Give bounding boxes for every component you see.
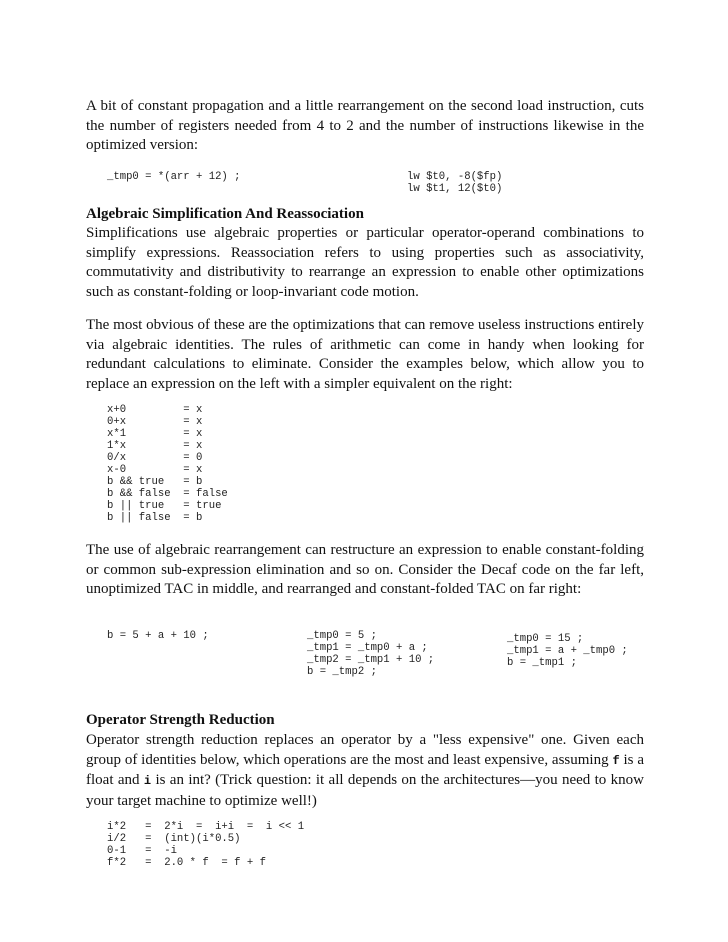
tac-line: b = _tmp2 ;: [307, 666, 377, 678]
paragraph-simplifications: Simplifications use algebraic properties or particular operator-operand combinations to simplify expressions. Reassociation refers to using properties such as associativity, commutativity and distributivity to rearrange an expression to enable other optimizations such as constant-folding or loop-invariant code motion.: [86, 225, 644, 300]
identity-line: 1*x = x: [107, 440, 203, 452]
paragraph-text-part: is an int? (Trick question: it all depends on the architectures—you need to know your target machine to optimize well!): [86, 772, 644, 809]
code-lw-line-2: lw $t1, 12($t0): [407, 183, 503, 195]
strength-line: 0-1 = -i: [107, 845, 177, 857]
identity-line: b || true = true: [107, 500, 222, 512]
inline-code-f: f: [612, 753, 620, 768]
paragraph-obvious-optimizations: The most obvious of these are the optimizations that can remove useless instructions entirely via algebraic identities. The rules of arithmetic can come in handy when looking for redundant calculations to eliminate. Consider the examples below, which allow you to replace an expression on the left with a simpler equivalent on the right:: [86, 317, 644, 392]
identity-line: x-0 = x: [107, 464, 203, 476]
tac-line: _tmp1 = _tmp0 + a ;: [307, 642, 428, 654]
heading-algebraic-simplification: Algebraic Simplification And Reassociation: [86, 206, 364, 222]
strength-line: f*2 = 2.0 * f = f + f: [107, 857, 266, 869]
identity-line: 0+x = x: [107, 416, 203, 428]
identity-line: b || false = b: [107, 512, 203, 524]
paragraph-text-part: is a float and: [86, 751, 644, 789]
identity-line: b && true = b: [107, 476, 203, 488]
inline-code-i: i: [143, 774, 152, 789]
identity-line: x*1 = x: [107, 428, 203, 440]
paragraph-constant-propagation: A bit of constant propagation and a little rearrangement on the second load instruction, cuts the number of registers needed from 4 to 2 and the number of instructions likewise in the optimized version:: [86, 98, 644, 154]
strength-line: i*2 = 2*i = i+i = i << 1: [107, 821, 305, 833]
tac-line: b = _tmp1 ;: [507, 657, 577, 669]
identity-line: x+0 = x: [107, 404, 203, 416]
tac-line: _tmp0 = 5 ;: [307, 630, 377, 642]
tac-line: _tmp2 = _tmp1 + 10 ;: [307, 654, 435, 666]
strength-line: i/2 = (int)(i*0.5): [107, 833, 241, 845]
identity-line: 0/x = 0: [107, 452, 203, 464]
paragraph-text-part: Operator strength reduction replaces an operator by a "less expensive" one. Given each group of identities below, which operations are the most and least expensive, assuming: [86, 732, 644, 768]
paragraph-algebraic-rearrangement: The use of algebraic rearrangement can restructure an expression to enable constant-folding or common sub-expression elimination and so on. Consider the Decaf code on the far left, unoptimized TAC in middle, and rearranged and constant-folded TAC on far right:: [86, 542, 644, 598]
code-lw-line-1: lw $t0, -8($fp): [407, 171, 503, 183]
paragraph-strength-reduction: [86, 731, 644, 811]
code-decaf-source: b = 5 + a + 10 ;: [107, 630, 209, 642]
tac-line: _tmp1 = a + _tmp0 ;: [507, 645, 628, 657]
tac-line: _tmp0 = 15 ;: [507, 633, 584, 645]
code-tmp0-line: _tmp0 = *(arr + 12) ;: [107, 171, 241, 183]
heading-operator-strength-reduction: Operator Strength Reduction: [86, 712, 275, 728]
identity-line: b && false = false: [107, 488, 228, 500]
